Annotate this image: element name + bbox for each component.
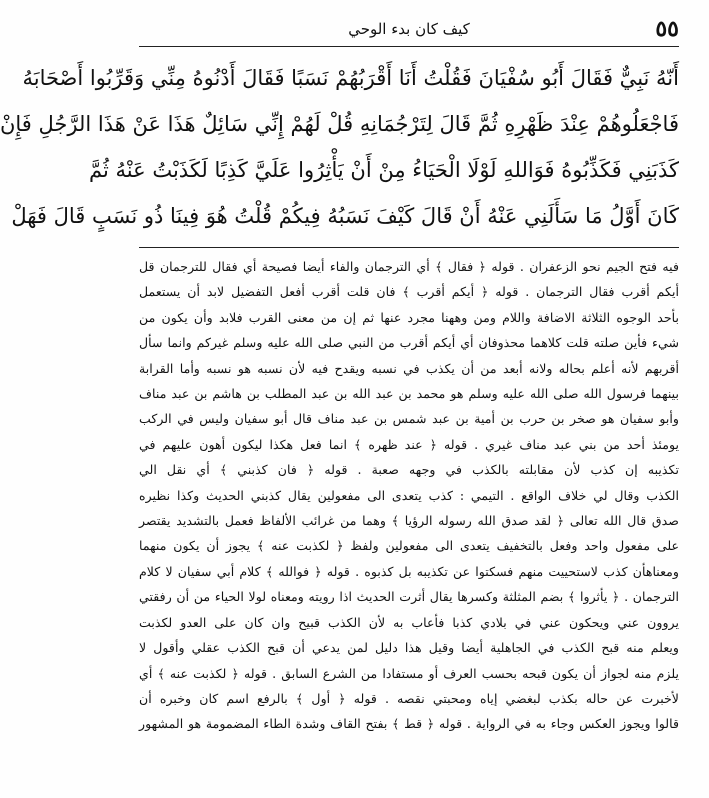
hadith-line: أَنّهُ نَبِيٌّ فَقَالَ أَبُو سُفْيَانَ فَقُلْتُ أَنَا أَقْرَبُهُمْ نَسَبًا فَقَالَ أَدْنُوهُ مِنِّي وَقَرِّبُوا أَصْحَابَهُ [22,66,679,90]
commentary-line: يلزم منه لجواز أن يكون قبحه بحسب العرف أو مستفادا من الشرع السابق . قوله ﴿ لكذبت عنه ﴾ أي [139,665,679,681]
commentary-line: ويعلم منه قبح الكذب في الجاهلية أيضا وقيل هذا دليل لمن يدعي أن قبح الكذب عقلي وأقول لا [139,640,679,656]
commentary-line: على مفعول واحد وفعل بالتخفيف يتعدى الى مفعولين ولفظ ﴿ لكذبت عنه ﴾ يجوز أن يكون منهما [139,538,679,554]
commentary-line: وأبو سفيان هو صخر بن حرب بن أمية بن عبد شمس بن عبد مناف قال أبو سفيان وليس في الركب [139,411,679,427]
commentary-line: فيه فتح الجيم نحو الزعفران . قوله ﴿ فقال ﴾ أي الترجمان والفاء أيضا فصيحة أي فقال للترجمان قل [139,259,679,274]
chapter-title: كيف كان بدء الوحي [348,20,470,38]
commentary-line: الترجمان . ﴿ يأثروا ﴾ بضم المثلثة وكسرها يقال أثرت الحديث اذا رويته ومعناه لولا الحياء من أن رفقتي [139,589,679,605]
hadith-text [0,55,679,239]
commentary-line: لأخبرت عن حاله بكذب لبغضي إياه ومحبتي نقصه . قوله ﴿ أول ﴾ بالرفع اسم كان وخبره أن [139,690,679,706]
commentary-line: شيء فأين صلته قلت كلاهما محذوفان أي أيكم أقرب من النبي صلى الله عليه وسلم غيركم وانما سأل [139,335,679,351]
section-divider [139,247,679,248]
commentary-line: بأحد الوجوه الثلاثة الاضافة واللام ومن وههنا مجرد عنها ثم إن من معنى القرب فلابد وأن يكون من [139,309,679,325]
commentary-line: بينهما فرسول الله صلى الله عليه وسلم هو محمد بن عبد الله بن عبد المطلب بن هاشم بن عبد مناف [139,386,679,402]
commentary-line: يروون عني ويحكون عني في بلادي كذبا فأعاب به لأن الكذب قبيح وان كان على العدو لكذبت [139,614,679,630]
commentary-text [139,254,679,737]
commentary-line: ومعناهأن كذب لاستحييت منهم فسكتوا عن تكذيبه بل كذبوه . قوله ﴿ فوالله ﴾ كلام أبي سفيان لا كلام [139,563,679,579]
page-number: ٥٥ [655,16,679,42]
commentary-line: صدق قال الله تعالى ﴿ لقد صدق الله رسوله الرؤيا ﴾ وهما من غرائب الألفاظ فعمل بالتشديد يقتصر [139,513,679,529]
commentary-line: تكذيبه إن كذب لأن مقابلته بالكذب في وجهه صعبة . قوله ﴿ فان كذبني ﴾ أي نقل الي [139,462,679,478]
commentary-line: يومئذ أحد من بني عبد مناف غيري . قوله ﴿ عند ظهره ﴾ انما فعل هكذا ليكون أهون عليهم في [139,436,679,452]
commentary-line: قالوا ويجوز العكس وجاء به في الرواية . قوله ﴿ قط ﴾ بفتح القاف وشدة الطاء المضمومة هو المشهور [139,716,679,732]
hadith-line: فَاجْعَلُوهُمْ عِنْدَ ظَهْرِهِ ثُمَّ قَالَ لِتَرْجُمَانِهِ قُلْ لَهُمْ إِنِّي سَائِلٌ هَذَا عَنْ هَذَا الرَّجُلِ فَإِنْ [0,112,679,136]
hadith-line: كَانَ أَوَّلُ مَا سَأَلَنِي عَنْهُ أَنْ قَالَ كَيْفَ نَسَبُهُ فِيكُمْ قُلْتُ هُوَ فِينَا ذُو نَسَبٍ قَالَ فَهَلْ [11,204,679,228]
running-head [139,12,679,47]
hadith-line: كَذَبَنِي فَكَذِّبُوهُ فَوَاللهِ لَوْلَا الْحَيَاءُ مِنْ أَنْ يَأْثِرُوا عَلَيَّ كَذِبًا لَكَذَبْتُ عَنْهُ ثُمَّ [89,158,679,182]
commentary-line: الكذب وقال لي خلاف الواقع . التيمي : كذب يتعدى الى مفعولين يقال كذبني الحديث وكذا نظيره [139,487,679,503]
commentary-line: أقربهم لأنه أعلم بحاله ولانه أبعد من أن يكذب في نسبه ويقدح فيه لأن نسبه هو نسبه وأما القرابة [139,360,679,376]
commentary-line: أيكم أقرب فقال الترجمان . قوله ﴿ أيكم أقرب ﴾ فان قلت أقرب أفعل التفضيل لابد أن يستعمل [139,284,679,300]
